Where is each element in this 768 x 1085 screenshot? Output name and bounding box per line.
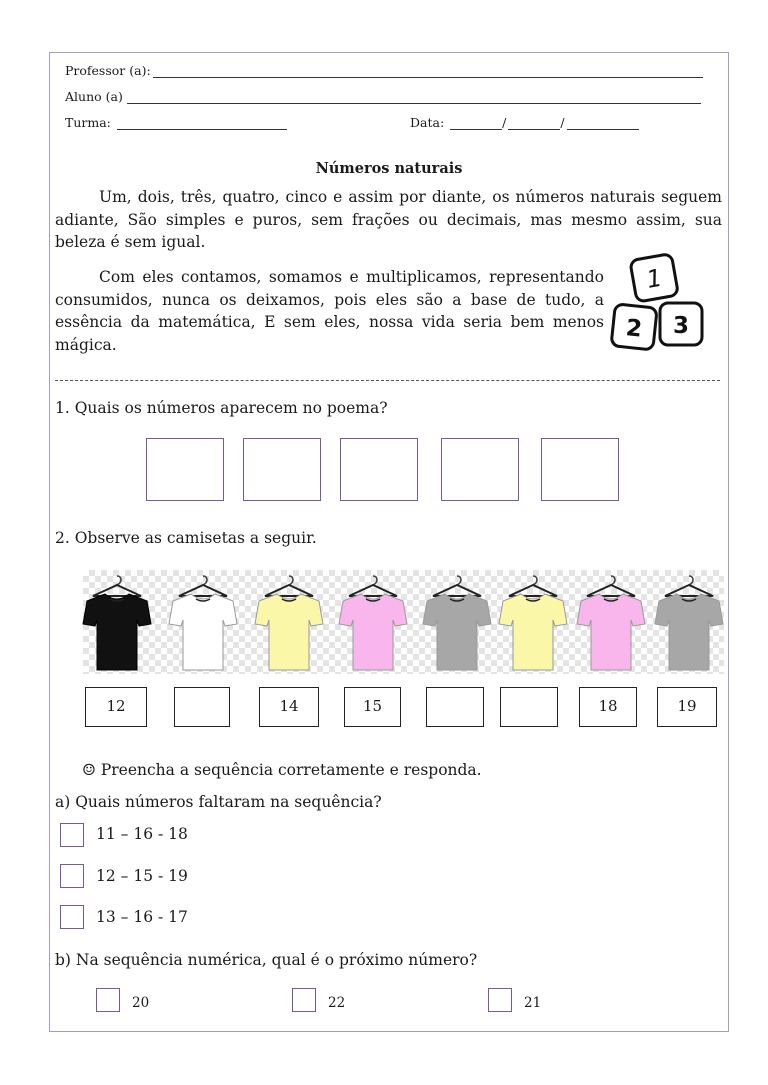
date-separator: /: [502, 115, 507, 130]
tshirt-icon-7: [571, 570, 651, 674]
shirt-number-box-1[interactable]: 12: [85, 687, 147, 727]
tshirt-icon-1: [77, 570, 157, 674]
turma-input-line[interactable]: [117, 117, 287, 130]
tshirt-icon-5: [417, 570, 497, 674]
divider: [55, 380, 720, 381]
date-month-line[interactable]: [508, 117, 560, 130]
data-row: [410, 115, 639, 130]
question-2: 2. Observe as camisetas a seguir.: [55, 529, 317, 547]
tshirt-icon-8: [649, 570, 729, 674]
tshirt-icon-3: [249, 570, 329, 674]
option-a1-label: 11 – 16 - 18: [96, 825, 188, 843]
poem-stanza-2: Com eles contamos, somamos e multiplicamos, representando consumidos, nunca os deixamos, pois eles são a base de tudo, a essência da matemática, E sem eles, nossa vida seria bem menos mágica.: [55, 268, 604, 354]
option-a2-checkbox[interactable]: [60, 864, 84, 888]
answer-box-5[interactable]: [541, 438, 619, 501]
shirt-number-box-2[interactable]: [174, 687, 230, 727]
tshirt-icon-2: [163, 570, 243, 674]
option-b2-checkbox[interactable]: [292, 988, 316, 1012]
date-separator: /: [560, 115, 565, 130]
professor-input-line[interactable]: [153, 65, 703, 78]
tshirt-icon-6: [493, 570, 573, 674]
aluno-row: [65, 89, 701, 104]
option-b3-checkbox[interactable]: [488, 988, 512, 1012]
answer-box-1[interactable]: [146, 438, 224, 501]
date-day-line[interactable]: [450, 117, 502, 130]
professor-row: [65, 63, 703, 78]
shirt-number-box-3[interactable]: 14: [259, 687, 319, 727]
page-title: Números naturais: [315, 160, 463, 177]
block-3-label: 3: [672, 313, 690, 339]
worksheet: [49, 52, 729, 1032]
date-year-line[interactable]: [567, 117, 639, 130]
option-a3-label: 13 – 16 - 17: [96, 908, 188, 926]
block-2-label: 2: [624, 315, 644, 343]
shirt-number-box-5[interactable]: [426, 687, 484, 727]
number-blocks-icon: [605, 248, 710, 358]
question-1: 1. Quais os números aparecem no poema?: [55, 399, 388, 417]
answer-box-4[interactable]: [441, 438, 519, 501]
shirt-number-box-4[interactable]: 15: [344, 687, 401, 727]
answer-box-3[interactable]: [340, 438, 418, 501]
professor-label: Professor (a):: [65, 63, 151, 78]
shirt-number-box-6[interactable]: [500, 687, 558, 727]
shirt-number-box-7[interactable]: 18: [579, 687, 637, 727]
question-b: b) Na sequência numérica, qual é o próximo número?: [55, 951, 478, 969]
instruction: ☺ Preencha a sequência corretamente e responda.: [82, 761, 482, 779]
block-1-label: 1: [644, 263, 665, 294]
tshirt-strip: [83, 570, 724, 674]
turma-label: Turma:: [65, 115, 111, 130]
option-a3-checkbox[interactable]: [60, 905, 84, 929]
aluno-input-line[interactable]: [127, 91, 701, 104]
option-b3-label: 21: [524, 995, 542, 1011]
tshirt-icon-4: [333, 570, 413, 674]
shirt-number-box-8[interactable]: 19: [657, 687, 717, 727]
question-a: a) Quais números faltaram na sequência?: [55, 793, 382, 811]
data-label: Data:: [410, 115, 445, 130]
option-b1-label: 20: [132, 995, 150, 1011]
option-a2-label: 12 – 15 - 19: [96, 867, 188, 885]
poem-stanza-1: Um, dois, três, quatro, cinco e assim por diante, os números naturais seguem adiante, São simples e puros, sem frações ou decimais, mas mesmo assim, sua beleza é sem igual.: [55, 188, 722, 251]
turma-row: [65, 115, 287, 130]
option-a1-checkbox[interactable]: [60, 823, 84, 847]
option-b2-label: 22: [328, 995, 346, 1011]
aluno-label: Aluno (a): [65, 89, 123, 104]
answer-box-2[interactable]: [243, 438, 321, 501]
option-b1-checkbox[interactable]: [96, 988, 120, 1012]
